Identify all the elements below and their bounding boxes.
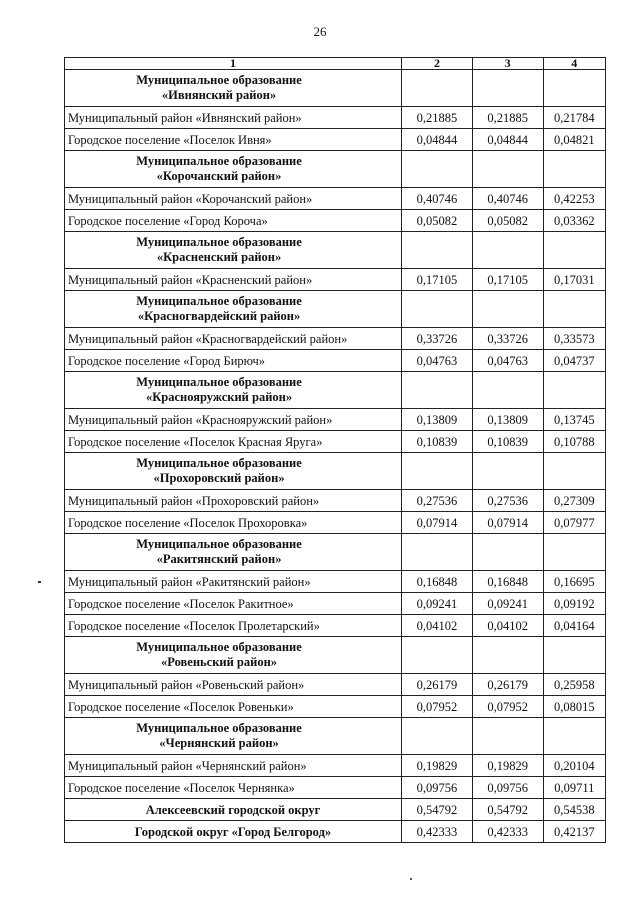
value-cell: 0,09711 [543, 777, 605, 799]
value-cell: 0,17031 [543, 269, 605, 291]
empty-cell [402, 70, 473, 107]
empty-cell [472, 372, 543, 409]
section-row [65, 534, 606, 571]
empty-cell [472, 718, 543, 755]
value-cell: 0,54538 [543, 799, 605, 821]
table-row [65, 269, 606, 291]
row-name: Муниципальный район «Красногвардейский район» [65, 328, 402, 350]
row-name: Городское поселение «Поселок Красная Яруга» [65, 431, 402, 453]
value-cell: 0,04737 [543, 350, 605, 372]
empty-cell [402, 718, 473, 755]
row-name: Городское поселение «Город Бирюч» [65, 350, 402, 372]
table-row [65, 674, 606, 696]
value-cell: 0,10788 [543, 431, 605, 453]
section-row [65, 718, 606, 755]
section-title-line: Муниципальное образование [136, 456, 302, 470]
empty-cell [472, 637, 543, 674]
value-cell: 0,07914 [402, 512, 473, 534]
column-header: 3 [472, 58, 543, 70]
row-name: Городское поселение «Поселок Ракитное» [65, 593, 402, 615]
value-cell: 0,04844 [472, 129, 543, 151]
section-title [65, 718, 402, 755]
empty-cell [472, 453, 543, 490]
section-title-line: «Чернянский район» [159, 736, 279, 750]
table-row [65, 431, 606, 453]
value-cell: 0,05082 [472, 210, 543, 232]
value-cell: 0,54792 [472, 799, 543, 821]
row-name: Муниципальный район «Прохоровский район» [65, 490, 402, 512]
margin-mark [38, 581, 41, 583]
section-title-line: «Ровеньский район» [161, 655, 278, 669]
table-row [65, 409, 606, 431]
section-title-line: «Прохоровский район» [153, 471, 285, 485]
value-cell: 0,42333 [472, 821, 543, 843]
table-row [65, 777, 606, 799]
table-row [65, 107, 606, 129]
total-name: Алексеевский городской округ [65, 799, 402, 821]
empty-cell [402, 291, 473, 328]
section-title [65, 372, 402, 409]
value-cell: 0,26179 [472, 674, 543, 696]
value-cell: 0,07914 [472, 512, 543, 534]
value-cell: 0,09192 [543, 593, 605, 615]
empty-cell [543, 453, 605, 490]
value-cell: 0,04844 [402, 129, 473, 151]
empty-cell [402, 232, 473, 269]
value-cell: 0,04763 [472, 350, 543, 372]
total-name: Городской округ «Город Белгород» [65, 821, 402, 843]
section-title-line: «Ивнянский район» [161, 88, 277, 102]
empty-cell [543, 151, 605, 188]
section-title-line: «Красногвардейский район» [137, 309, 301, 323]
page-number: 26 [313, 24, 327, 39]
value-cell: 0,17105 [472, 269, 543, 291]
empty-cell [472, 232, 543, 269]
section-title-line: Муниципальное образование [136, 537, 302, 551]
section-title [65, 534, 402, 571]
empty-cell [402, 453, 473, 490]
value-cell: 0,07952 [402, 696, 473, 718]
table-row [65, 696, 606, 718]
value-cell: 0,21885 [472, 107, 543, 129]
row-name: Муниципальный район «Ракитянский район» [65, 571, 402, 593]
value-cell: 0,13809 [472, 409, 543, 431]
section-title-line: «Ракитянский район» [156, 552, 282, 566]
section-title [65, 232, 402, 269]
value-cell: 0,33726 [472, 328, 543, 350]
value-cell: 0,33726 [402, 328, 473, 350]
value-cell: 0,10839 [402, 431, 473, 453]
value-cell: 0,20104 [543, 755, 605, 777]
column-header: 4 [543, 58, 605, 70]
value-cell: 0,04102 [402, 615, 473, 637]
empty-cell [543, 372, 605, 409]
empty-cell [472, 151, 543, 188]
value-cell: 0,17105 [402, 269, 473, 291]
value-cell: 0,09241 [472, 593, 543, 615]
section-row [65, 372, 606, 409]
value-cell: 0,54792 [402, 799, 473, 821]
empty-cell [543, 718, 605, 755]
section-title-line: Муниципальное образование [136, 294, 302, 308]
section-title [65, 637, 402, 674]
value-cell: 0,25958 [543, 674, 605, 696]
value-cell: 0,40746 [472, 188, 543, 210]
empty-cell [543, 232, 605, 269]
value-cell: 0,16848 [472, 571, 543, 593]
table-row [65, 210, 606, 232]
value-cell: 0,19829 [472, 755, 543, 777]
value-cell: 0,40746 [402, 188, 473, 210]
value-cell: 0,33573 [543, 328, 605, 350]
value-cell: 0,07952 [472, 696, 543, 718]
row-name: Городское поселение «Поселок Прохоровка» [65, 512, 402, 534]
row-name: Городское поселение «Поселок Пролетарский» [65, 615, 402, 637]
empty-cell [402, 637, 473, 674]
empty-cell [472, 534, 543, 571]
section-row [65, 637, 606, 674]
empty-cell [543, 534, 605, 571]
row-name: Муниципальный район «Ровеньский район» [65, 674, 402, 696]
table-row [65, 755, 606, 777]
total-row [65, 799, 606, 821]
table-row [65, 188, 606, 210]
value-cell: 0,42333 [402, 821, 473, 843]
value-cell: 0,27536 [402, 490, 473, 512]
table-header-row [65, 58, 606, 70]
row-name: Городское поселение «Город Короча» [65, 210, 402, 232]
column-header: 2 [402, 58, 473, 70]
section-title [65, 151, 402, 188]
value-cell: 0,16695 [543, 571, 605, 593]
empty-cell [543, 637, 605, 674]
section-title-line: «Красненский район» [156, 250, 282, 264]
section-title [65, 291, 402, 328]
section-title-line: Муниципальное образование [136, 73, 302, 87]
value-cell: 0,21885 [402, 107, 473, 129]
section-row [65, 232, 606, 269]
value-cell: 0,08015 [543, 696, 605, 718]
empty-cell [402, 151, 473, 188]
column-header: 1 [65, 58, 402, 70]
value-cell: 0,27309 [543, 490, 605, 512]
value-cell: 0,27536 [472, 490, 543, 512]
section-row [65, 151, 606, 188]
value-cell: 0,04164 [543, 615, 605, 637]
table-row [65, 490, 606, 512]
row-name: Городское поселение «Поселок Ивня» [65, 129, 402, 151]
value-cell: 0,04821 [543, 129, 605, 151]
value-cell: 0,09756 [402, 777, 473, 799]
section-row [65, 453, 606, 490]
value-cell: 0,04763 [402, 350, 473, 372]
value-cell: 0,42253 [543, 188, 605, 210]
value-cell: 0,05082 [402, 210, 473, 232]
section-title-line: Муниципальное образование [136, 375, 302, 389]
empty-cell [543, 291, 605, 328]
table-row [65, 615, 606, 637]
table-row [65, 328, 606, 350]
value-cell: 0,09241 [402, 593, 473, 615]
row-name: Муниципальный район «Красненский район» [65, 269, 402, 291]
section-title-line: Муниципальное образование [136, 721, 302, 735]
section-title-line: Муниципальное образование [136, 154, 302, 168]
section-title-line: «Краснояружский район» [145, 390, 293, 404]
section-row [65, 70, 606, 107]
empty-cell [472, 70, 543, 107]
scan-speck [410, 878, 412, 880]
row-name: Муниципальный район «Чернянский район» [65, 755, 402, 777]
value-cell: 0,19829 [402, 755, 473, 777]
value-cell: 0,13809 [402, 409, 473, 431]
table-row [65, 350, 606, 372]
empty-cell [543, 70, 605, 107]
empty-cell [402, 372, 473, 409]
value-cell: 0,09756 [472, 777, 543, 799]
row-name: Городское поселение «Поселок Чернянка» [65, 777, 402, 799]
table-row [65, 571, 606, 593]
section-title [65, 453, 402, 490]
value-cell: 0,10839 [472, 431, 543, 453]
value-cell: 0,13745 [543, 409, 605, 431]
empty-cell [472, 291, 543, 328]
row-name: Городское поселение «Поселок Ровеньки» [65, 696, 402, 718]
section-title-line: Муниципальное образование [136, 640, 302, 654]
total-row [65, 821, 606, 843]
value-cell: 0,21784 [543, 107, 605, 129]
section-row [65, 291, 606, 328]
section-title-line: Муниципальное образование [136, 235, 302, 249]
coefficients-table [64, 57, 606, 843]
value-cell: 0,42137 [543, 821, 605, 843]
table-row [65, 593, 606, 615]
value-cell: 0,04102 [472, 615, 543, 637]
value-cell: 0,07977 [543, 512, 605, 534]
section-title [65, 70, 402, 107]
value-cell: 0,16848 [402, 571, 473, 593]
row-name: Муниципальный район «Краснояружский район» [65, 409, 402, 431]
table-row [65, 129, 606, 151]
table-row [65, 512, 606, 534]
row-name: Муниципальный район «Корочанский район» [65, 188, 402, 210]
value-cell: 0,03362 [543, 210, 605, 232]
row-name: Муниципальный район «Ивнянский район» [65, 107, 402, 129]
value-cell: 0,26179 [402, 674, 473, 696]
section-title-line: «Корочанский район» [156, 169, 282, 183]
empty-cell [402, 534, 473, 571]
